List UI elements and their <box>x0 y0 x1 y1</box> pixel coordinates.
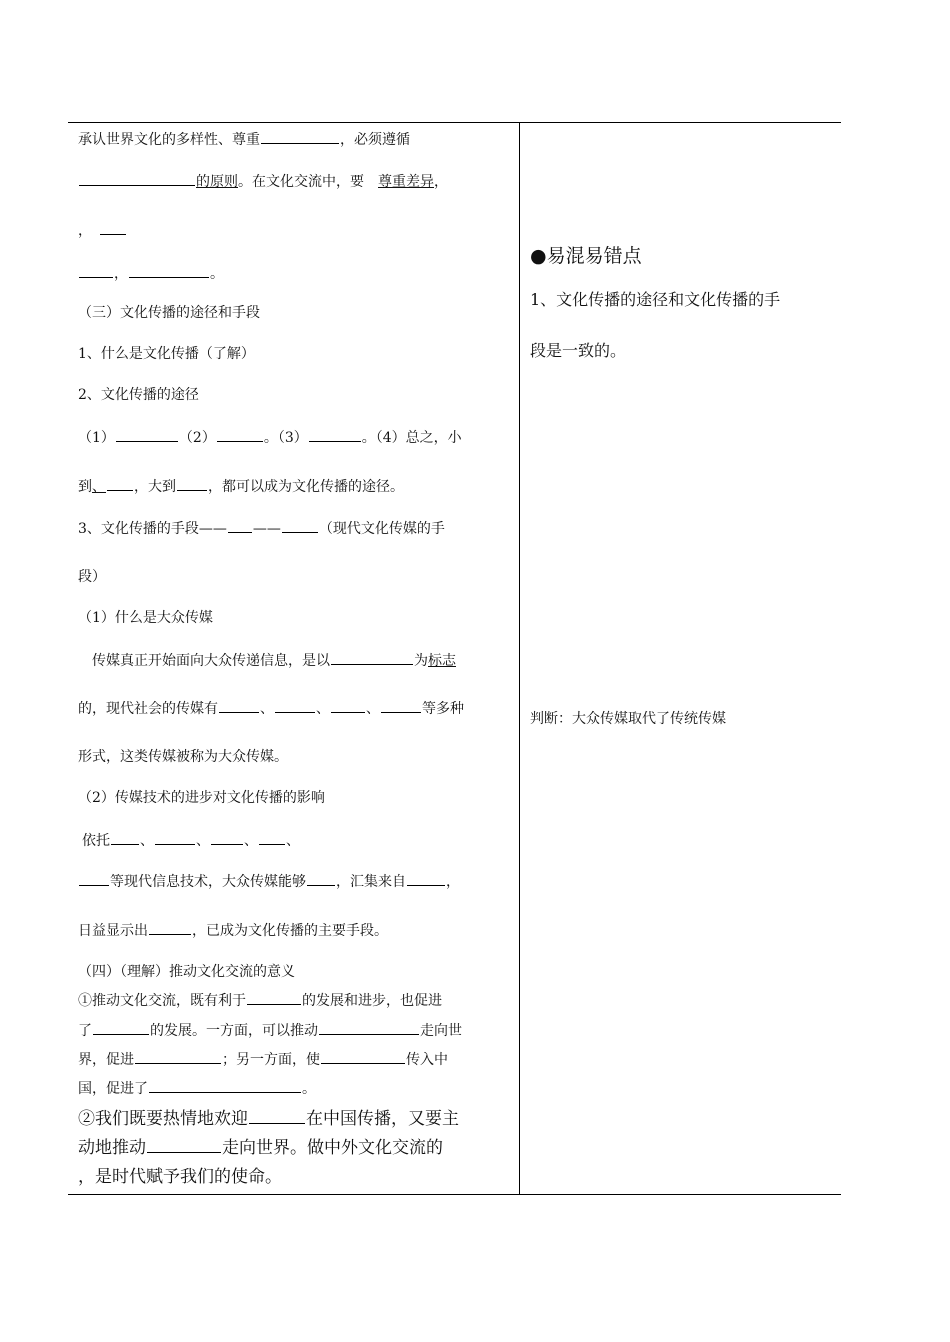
text-line <box>78 871 460 892</box>
text: 的发展和进步，也促进 <box>302 993 442 1009</box>
note-line: 段是一致的。 <box>530 341 627 360</box>
text-line <box>78 263 224 284</box>
fill-blank[interactable] <box>249 1107 305 1124</box>
text-line <box>78 1020 462 1041</box>
column-divider <box>519 123 520 1194</box>
text: ， <box>78 223 92 239</box>
text: ， <box>434 174 448 190</box>
fill-blank[interactable] <box>93 1020 149 1035</box>
fill-blank[interactable] <box>331 698 365 713</box>
text: 承认世界文化的多样性、尊重 <box>78 132 260 148</box>
text-line <box>78 129 410 150</box>
text: ，已成为文化传播的主要手段。 <box>192 923 388 939</box>
fill-blank[interactable] <box>217 427 263 442</box>
text: ， <box>114 266 128 282</box>
judgement-line: 判断：大众传媒取代了传统传媒 <box>530 711 726 727</box>
fill-blank[interactable] <box>149 920 191 935</box>
text: 在中国传播，又要主 <box>306 1109 459 1129</box>
fill-blank[interactable] <box>307 871 335 886</box>
note-line: 1、文化传播的途径和文化传播的手 <box>530 290 781 309</box>
fill-blank[interactable] <box>135 1049 221 1064</box>
fill-blank[interactable] <box>407 871 445 886</box>
text: —— <box>252 521 281 537</box>
fill-blank[interactable] <box>319 1020 419 1035</box>
question-line: 1、什么是文化传播（了解） <box>78 346 255 362</box>
fill-blank[interactable] <box>331 650 413 665</box>
text: ，都可以成为文化传播的途径。 <box>208 479 404 495</box>
section-heading: （三）文化传播的途径和手段 <box>78 305 260 321</box>
text: 。在文化交流中，要 <box>238 174 364 190</box>
text: （2） <box>178 430 216 446</box>
text: 的，现代社会的传媒有 <box>78 701 218 717</box>
fill-blank[interactable] <box>79 871 109 886</box>
text: ，汇集来自 <box>336 874 406 890</box>
text-line <box>78 171 448 192</box>
text: 、 <box>260 701 274 717</box>
text: 等多种 <box>422 701 464 717</box>
text-line <box>78 1136 443 1160</box>
text-line <box>78 1049 448 1070</box>
section-heading: （四）（理解）推动文化交流的意义 <box>78 964 295 980</box>
fill-blank[interactable] <box>275 698 315 713</box>
fill-blank[interactable] <box>116 427 178 442</box>
text: 。（3） <box>263 430 308 446</box>
text: ；另一方面，使 <box>222 1052 320 1068</box>
fill-blank[interactable] <box>309 427 361 442</box>
text: 等现代信息技术，大众传媒能够 <box>110 874 306 890</box>
text: 。 <box>210 266 224 282</box>
subsection-heading: （2）传媒技术的进步对文化传播的影响 <box>78 790 325 806</box>
fill-blank[interactable] <box>100 220 126 235</box>
text: （1） <box>78 430 115 446</box>
text: 的原则 <box>196 174 238 190</box>
fill-blank[interactable] <box>228 518 252 533</box>
text: 传入中 <box>406 1052 448 1068</box>
text-line <box>78 990 442 1011</box>
fill-blank[interactable] <box>282 518 318 533</box>
question-line: 2、文化传播的途径 <box>78 387 199 403</box>
text: 、 <box>244 833 258 849</box>
text-line <box>78 220 127 241</box>
fill-blank[interactable] <box>79 171 195 186</box>
fill-blank[interactable] <box>381 698 421 713</box>
text: 走向世界。做中外文化交流的 <box>222 1138 443 1158</box>
text: （现代文化传媒的手 <box>318 521 445 537</box>
fill-blank[interactable] <box>111 830 139 845</box>
fill-blank[interactable] <box>321 1049 405 1064</box>
text: 到 <box>78 479 92 495</box>
text: 动地推动 <box>78 1138 146 1158</box>
text: 、 <box>286 833 300 849</box>
text: 了 <box>78 1023 92 1039</box>
text: 的发展。一方面，可以推动 <box>150 1023 318 1039</box>
text-line <box>78 1107 459 1131</box>
fill-blank[interactable] <box>147 1136 221 1153</box>
text-line <box>78 698 464 719</box>
text-line <box>78 1078 316 1099</box>
subsection-heading: （1）什么是大众传媒 <box>78 610 213 626</box>
text-line <box>78 920 388 941</box>
text: ①推动文化交流，既有利于 <box>78 993 246 1009</box>
text: 、 <box>92 479 106 495</box>
text-line: 形式，这类传媒被称为大众传媒。 <box>78 749 288 765</box>
text: ②我们既要热情地欢迎 <box>78 1109 248 1129</box>
text-line <box>78 476 404 497</box>
fill-blank[interactable] <box>261 129 339 144</box>
text: ， <box>446 874 460 890</box>
text: 界，促进 <box>78 1052 134 1068</box>
text: 尊重差异 <box>378 174 434 190</box>
text: 国，促进了 <box>78 1081 148 1097</box>
error-prone-heading: ●易混易错点 <box>530 245 642 267</box>
fill-blank[interactable] <box>211 830 243 845</box>
text: 、 <box>366 701 380 717</box>
text: 标志 <box>428 653 456 669</box>
text: ，大到 <box>134 479 176 495</box>
text: 传媒真正开始面向大众传递信息，是以 <box>92 653 330 669</box>
text-line <box>92 650 456 671</box>
text: ，必须遵循 <box>340 132 410 148</box>
text-line: ，是时代赋予我们的使命。 <box>78 1167 282 1187</box>
text: 依托 <box>82 833 110 849</box>
fill-blank[interactable] <box>219 698 259 713</box>
fill-blank[interactable] <box>129 263 209 278</box>
text: 走向世 <box>420 1023 462 1039</box>
text-line <box>78 518 445 539</box>
fill-blank[interactable] <box>79 263 113 278</box>
fill-blank[interactable] <box>155 830 195 845</box>
fill-blank[interactable] <box>149 1078 301 1093</box>
text: 、 <box>316 701 330 717</box>
text-line: 段） <box>78 569 106 585</box>
fill-blank[interactable] <box>177 476 207 491</box>
text: 、 <box>196 833 210 849</box>
fill-blank[interactable] <box>107 476 133 491</box>
fill-blank[interactable] <box>259 830 285 845</box>
text: 。（4）总之，小 <box>361 430 462 446</box>
text: 3、文化传播的手段—— <box>78 521 227 537</box>
text: 。 <box>302 1081 316 1097</box>
fill-blank[interactable] <box>247 990 301 1005</box>
text-line <box>82 830 300 851</box>
text-line <box>78 427 462 448</box>
text: 日益显示出 <box>78 923 148 939</box>
text: 为 <box>414 653 428 669</box>
text: 、 <box>140 833 154 849</box>
content-table <box>68 122 841 1195</box>
